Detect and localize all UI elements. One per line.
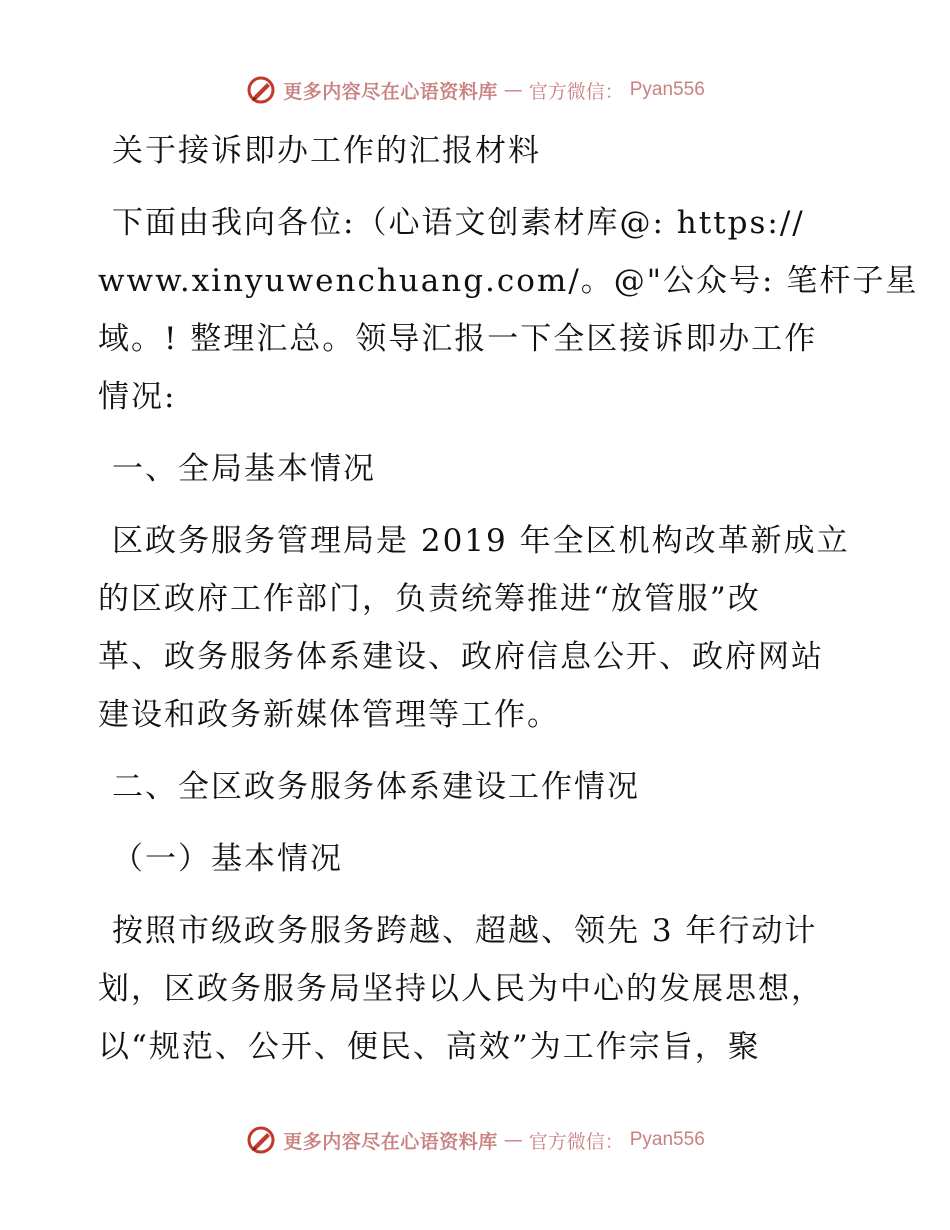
- header-banner: [0, 70, 950, 110]
- banner-separator: —: [503, 1129, 523, 1151]
- intro-line-2: www.xinyuwenchuang.com/。@"公众号: 笔杆子星: [98, 263, 919, 299]
- banner-text: 更多内容尽在心语资料库: [283, 80, 498, 103]
- banner-wechat-id: Pyan556: [629, 79, 705, 100]
- footer-banner: [0, 1120, 950, 1160]
- banner-separator: —: [503, 79, 523, 101]
- banner-wechat-id: Pyan556: [629, 1129, 705, 1150]
- intro-line-3: 域。! 整理汇总。领导汇报一下全区接诉即办工作: [98, 321, 818, 357]
- document-title: 关于接诉即办工作的汇报材料: [112, 133, 541, 169]
- spacer: [98, 744, 850, 758]
- spacer: [98, 180, 850, 194]
- section2-heading: 二、全区政务服务体系建设工作情况: [112, 769, 640, 805]
- section1-line-4: 建设和政务新媒体管理等工作。: [98, 697, 560, 733]
- section1-line-1: 区政务服务管理局是 2019 年全区机构改革新成立: [112, 523, 850, 559]
- banner-wechat-label: 官方微信：: [528, 80, 624, 103]
- section2-line-2: 划，区政务服务局坚持以人民为中心的发展思想，: [98, 971, 824, 1007]
- document-body: [98, 122, 919, 1076]
- spacer: [98, 816, 850, 830]
- intro-line-4: 情况:: [98, 379, 177, 415]
- section1-line-2: 的区政府工作部门，负责统筹推进“放管服”改: [98, 581, 761, 617]
- section2-line-3: 以“规范、公开、便民、高效”为工作宗旨，聚: [98, 1029, 761, 1065]
- banner-wechat-label: 官方微信：: [528, 1130, 624, 1153]
- pen-logo-icon: [245, 74, 277, 106]
- section1-heading: 一、全局基本情况: [112, 451, 376, 487]
- spacer: [98, 888, 850, 902]
- spacer: [98, 498, 850, 512]
- banner-text: 更多内容尽在心语资料库: [283, 1130, 498, 1153]
- section1-line-3: 革、政务服务体系建设、政府信息公开、政府网站: [98, 639, 824, 675]
- section2-line-1: 按照市级政务服务跨越、超越、领先 3 年行动计: [112, 913, 818, 949]
- intro-line-1: 下面由我向各位:（心语文创素材库@: https://: [112, 205, 805, 241]
- pen-logo-icon: [245, 1124, 277, 1156]
- section2-sub-heading: （一）基本情况: [112, 841, 343, 877]
- spacer: [98, 426, 850, 440]
